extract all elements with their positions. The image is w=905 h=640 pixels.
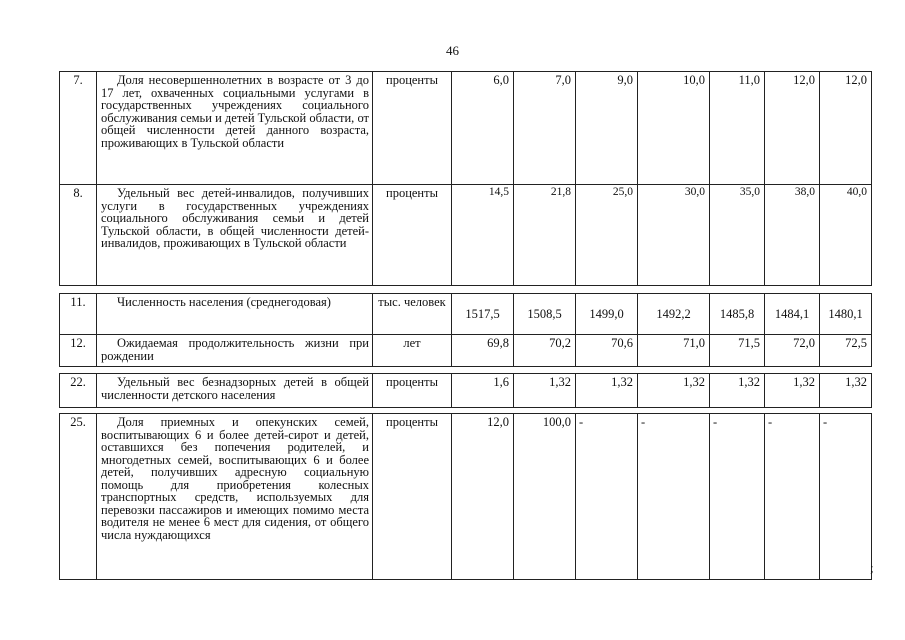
value-cell: 1,32 [710,374,765,408]
value-cell: 12,0 [765,72,820,185]
row-number: 12. [60,335,97,367]
row-unit: проценты [373,72,452,185]
value-cell: 12,0 [820,72,872,185]
value-cell: 1480,1 [820,294,872,335]
value-cell: - [820,414,872,580]
value-cell: 1,32 [514,374,576,408]
value-cell: 6,0 [452,72,514,185]
row-description: Удельный вес детей-инвалидов, получивших услуги в государственных учреждениях социального обслуживания семьи и детей Тульской области, в общей численности детей-инвалидов, проживающих в Тульской области [97,185,373,286]
value-cell: 70,6 [576,335,638,367]
indicator-table-4 [59,413,872,580]
value-cell: 30,0 [638,185,710,286]
table-row [60,414,872,580]
value-cell: 1484,1 [765,294,820,335]
value-cell: 11,0 [710,72,765,185]
row-number: 25. [60,414,97,580]
value-cell: - [576,414,638,580]
value-cell: 21,8 [514,185,576,286]
value-cell: 1517,5 [452,294,514,335]
value-cell: 72,5 [820,335,872,367]
indicator-table-1 [59,71,872,286]
value-cell: 1,32 [576,374,638,408]
indicator-table-3 [59,373,872,408]
value-cell: 100,0 [514,414,576,580]
value-cell: 25,0 [576,185,638,286]
value-cell: - [638,414,710,580]
value-cell: - [710,414,765,580]
value-cell: 40,0 [820,185,872,286]
value-cell: 1499,0 [576,294,638,335]
table-row [60,335,872,367]
value-cell: 1,32 [638,374,710,408]
row-unit: тыс. человек [373,294,452,335]
row-unit: проценты [373,374,452,408]
row-description: Численность населения (среднегодовая) [97,294,373,335]
table-row [60,72,872,185]
value-cell: 38,0 [765,185,820,286]
row-number: 22. [60,374,97,408]
value-cell: 35,0 [710,185,765,286]
value-cell: 10,0 [638,72,710,185]
trailing-semicolon: ; [870,560,874,575]
value-cell: 1,32 [820,374,872,408]
value-cell: 1492,2 [638,294,710,335]
page-number: 46 [446,43,459,58]
value-cell: 7,0 [514,72,576,185]
indicator-table-2 [59,293,872,367]
value-cell: 71,5 [710,335,765,367]
table-row [60,374,872,408]
value-cell: 12,0 [452,414,514,580]
row-number: 7. [60,72,97,185]
value-cell: 70,2 [514,335,576,367]
table-row [60,294,872,335]
table-row [60,185,872,286]
row-unit: лет [373,335,452,367]
value-cell: 1485,8 [710,294,765,335]
value-cell: 72,0 [765,335,820,367]
row-unit: проценты [373,414,452,580]
row-description: Доля несовершеннолетних в возрасте от 3 до 17 лет, охваченных социальными услугами в государственных учреждениях социального обслуживания семьи и детей Тульской области, от общей численности детей данного возраста, проживающих в Тульской области [97,72,373,185]
value-cell: 1,32 [765,374,820,408]
row-description: Ожидаемая продолжительность жизни при рождении [97,335,373,367]
row-description: Доля приемных и опекунских семей, воспитывающих 6 и более детей-сирот и детей, оставшихся без попечения родителей, и многодетных семей, воспитывающих 6 и более детей, получивших адресную социальную помощь для приобретения колесных транспортных средств, используемых для перевозки пассажиров и имеющих помимо места водителя не менее 6 мест для сидения, от общего числа нуждающихся [97,414,373,580]
value-cell: 71,0 [638,335,710,367]
row-description: Удельный вес безнадзорных детей в общей численности детского населения [97,374,373,408]
value-cell: 1508,5 [514,294,576,335]
value-cell: 1,6 [452,374,514,408]
row-unit: проценты [373,185,452,286]
value-cell: 9,0 [576,72,638,185]
value-cell: 69,8 [452,335,514,367]
row-number: 11. [60,294,97,335]
value-cell: - [765,414,820,580]
row-number: 8. [60,185,97,286]
value-cell: 14,5 [452,185,514,286]
